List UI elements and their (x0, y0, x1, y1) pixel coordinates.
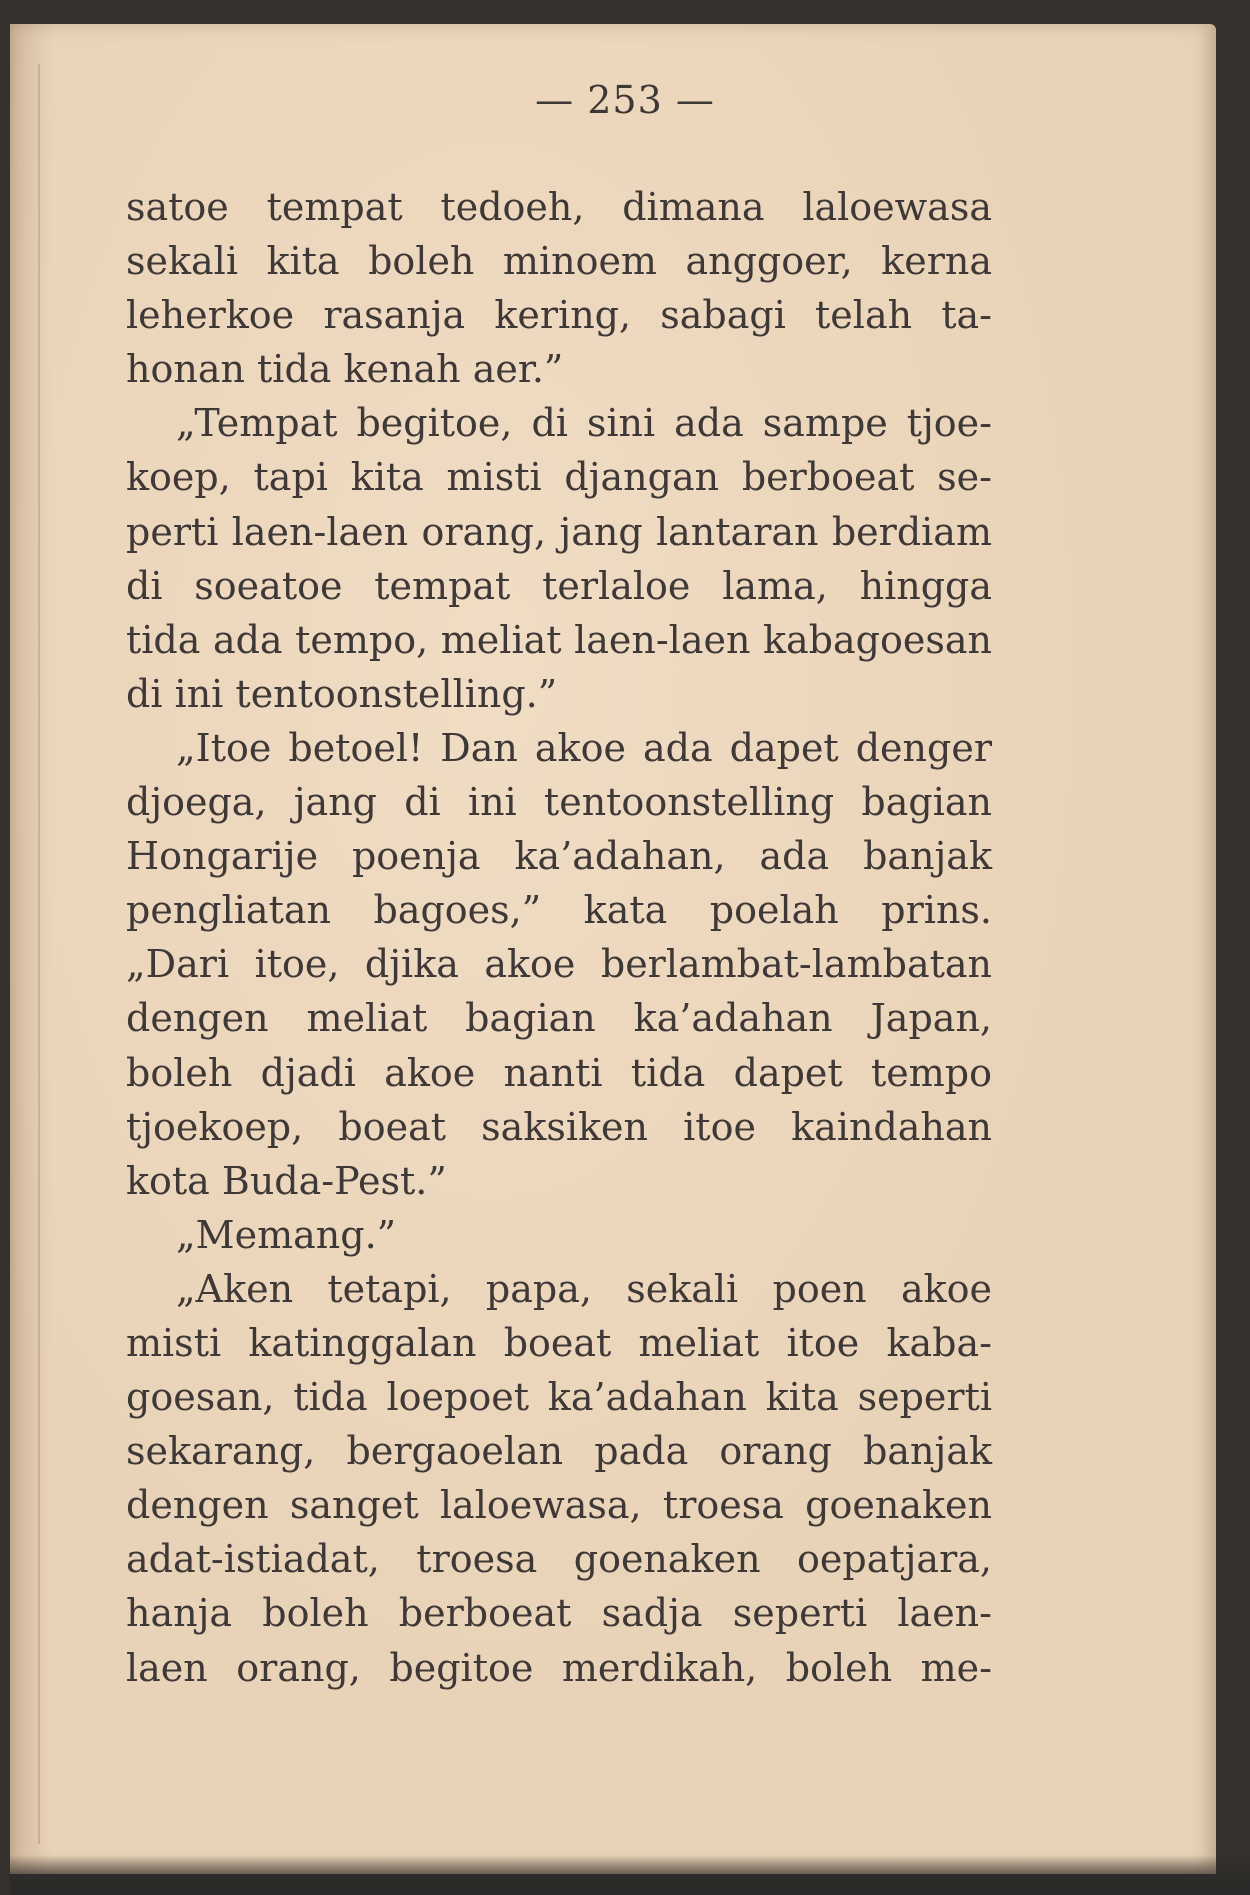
page-bottom-edge (10, 1855, 1250, 1895)
text-line: laen orang, begitoe merdikah, boleh me- (126, 1645, 992, 1690)
text-line: leherkoe rasanja kering, sabagi telah ta- (126, 293, 992, 338)
text-line: koep, tapi kita misti djangan berboeat se- (126, 455, 992, 500)
text-line: goesan, tida loepoet ka’adahan kita seperti (126, 1375, 992, 1420)
text-line: „Tempat begitoe, di sini ada sampe tjoe- (176, 401, 992, 446)
text-line: hanja boleh berboeat sadja seperti laen- (126, 1591, 992, 1636)
text-line: kota Buda-Pest.” (126, 1158, 447, 1203)
text-line: „Dari itoe, djika akoe berlambat-lambatan (126, 942, 992, 987)
text-line: satoe tempat tedoeh, dimana laloewasa (126, 185, 992, 229)
text-line: misti katinggalan boeat meliat itoe kaba- (126, 1320, 992, 1365)
text-line: tida ada tempo, meliat laen-laen kabagoesan (126, 617, 992, 662)
text-line: perti laen-laen orang, jang lantaran berdiam (126, 509, 992, 554)
page-number: — 253 — (535, 78, 715, 122)
text-line: di ini tentoonstelling.” (126, 671, 558, 716)
gutter-shadow (38, 64, 40, 1844)
text-line: pengliatan bagoes,” kata poelah prins. (126, 888, 992, 933)
text-line: Hongarije poenja ka’adahan, ada banjak (126, 834, 992, 879)
text-line: sekali kita boleh minoem anggoer, kerna (126, 239, 992, 284)
text-line: djoega, jang di ini tentoonstelling bagian (126, 780, 992, 825)
body-text (126, 180, 992, 1695)
text-line: sekarang, bergaoelan pada orang banjak (126, 1429, 992, 1474)
text-line: honan tida kenah aer.” (126, 347, 564, 392)
text-line: „Memang.” (176, 1212, 397, 1257)
text-line: „Itoe betoel! Dan akoe ada dapet denger (176, 725, 992, 770)
text-line: di soeatoe tempat terlaloe lama, hingga (126, 563, 992, 608)
text-line: tjoekoep, boeat saksiken itoe kaindahan (126, 1104, 992, 1149)
text-line: adat-istiadat, troesa goenaken oepatjara, (126, 1537, 992, 1582)
text-line: dengen meliat bagian ka’adahan Japan, (126, 996, 992, 1041)
text-line: boleh djadi akoe nanti tida dapet tempo (126, 1050, 992, 1095)
text-line: dengen sanget laloewasa, troesa goenaken (126, 1483, 992, 1528)
text-line: „Aken tetapi, papa, sekali poen akoe (176, 1266, 992, 1311)
